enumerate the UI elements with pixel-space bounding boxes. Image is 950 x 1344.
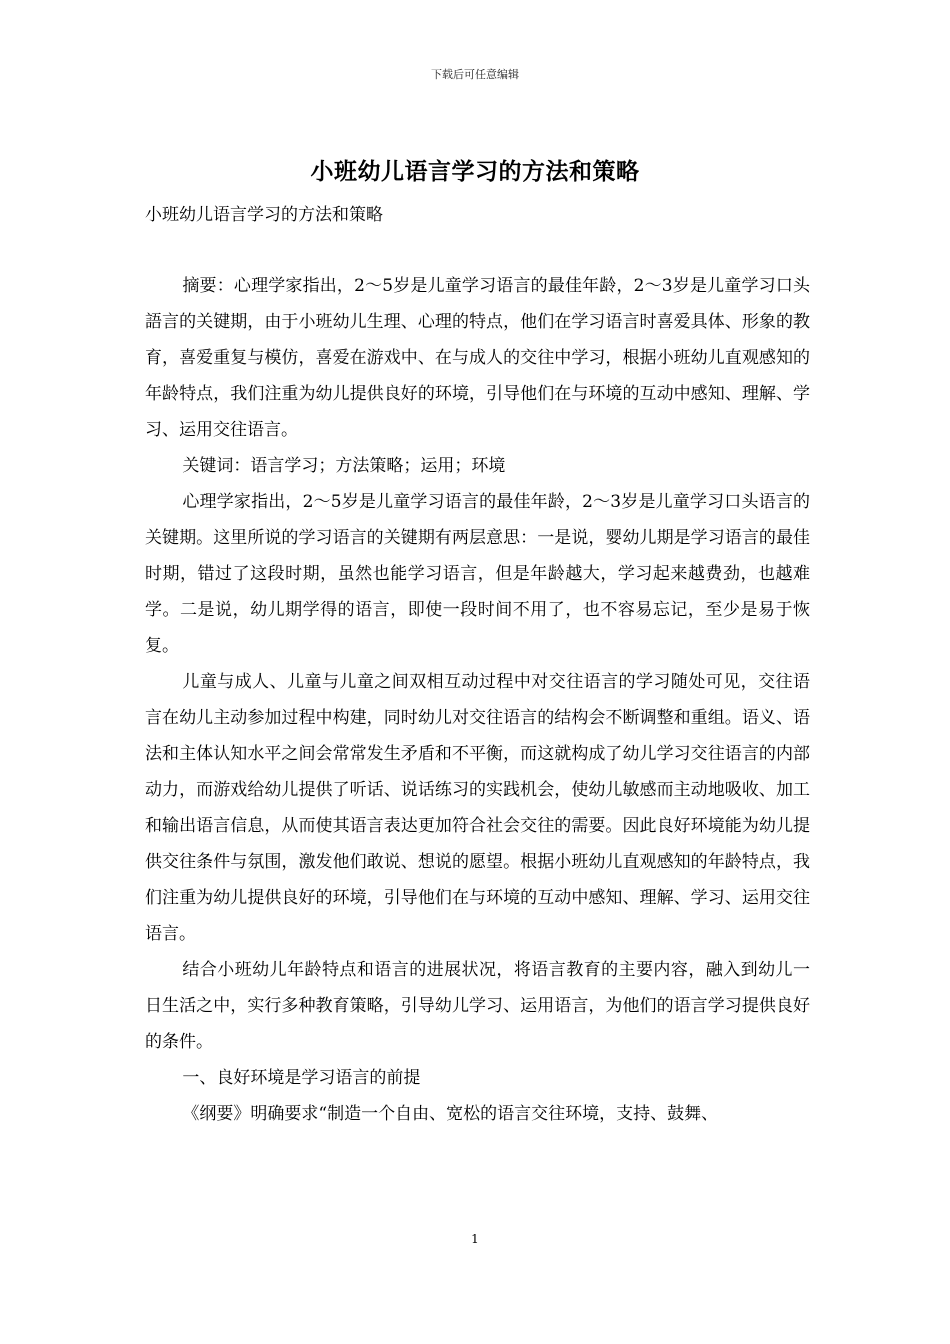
body-paragraph: 儿童与成人、儿童与儿童之间双相互动过程中对交往语言的学习随处可见，交往语言在幼儿主动参加过程中构建，同时幼儿对交往语言的结构会不断调整和重组。语义、语法和主体认知水平之间会常常发生矛盾和不平衡，而这就构成了幼儿学习交往语言的内部动力，而游戏给幼儿提供了听话、说话练习的实践机会，使幼儿敏感而主动地吸收、加工和输出语言信息，从而使其语言表达更加符合社会交往的需要。因此良好环境能为幼儿提供交往条件与氛围，激发他们敢说、想说的愿望。根据小班幼儿直观感知的年龄特点，我们注重为幼儿提供良好的环境，引导他们在与环境的互动中感知、理解、学习、运用交往语言。 [145,672,810,944]
page-number: 1 [471,1232,479,1246]
keywords-paragraph: 关键词：语言学习；方法策略；运用；环境 [182,456,506,476]
document-title: 小班幼儿语言学习的方法和策略 [310,158,640,185]
document-body [145,268,810,1132]
section-heading: 一、良好环境是学习语言的前提 [182,1068,421,1088]
document-subtitle: 小班幼儿语言学习的方法和策略 [145,205,383,225]
page-header-note: 下载后可任意编辑 [431,68,519,81]
body-paragraph: 《纲要》明确要求“制造一个自由、宽松的语言交往环境，支持、鼓舞、 [182,1104,719,1124]
abstract-paragraph: 摘要：心理学家指出，2～5岁是儿童学习语言的最佳年龄，2～3岁是儿童学习口头語言的关键期，由于小班幼儿生理、心理的特点，他们在学习语言时喜爱具体、形象的教育，喜爱重复与模仿，喜爱在游戏中、在与成人的交往中学习，根据小班幼儿直观感知的年龄特点，我们注重为幼儿提供良好的环境，引导他们在与环境的互动中感知、理解、学习、运用交往语言。 [145,276,810,440]
body-paragraph: 心理学家指出，2～5岁是儿童学习语言的最佳年龄，2～3岁是儿童学习口头语言的关键期。这里所说的学习语言的关键期有两层意思：一是说，婴幼儿期是学习语言的最佳时期，错过了这段时期，虽然也能学习语言，但是年龄越大，学习起来越费劲，也越难学。二是说，幼儿期学得的语言，即使一段时间不用了，也不容易忘记，至少是易于恢复。 [145,492,810,656]
body-paragraph: 结合小班幼儿年龄特点和语言的进展状况，将语言教育的主要内容，融入到幼儿一日生活之中，实行多种教育策略，引导幼儿学习、运用语言，为他们的语言学习提供良好的条件。 [145,960,810,1052]
